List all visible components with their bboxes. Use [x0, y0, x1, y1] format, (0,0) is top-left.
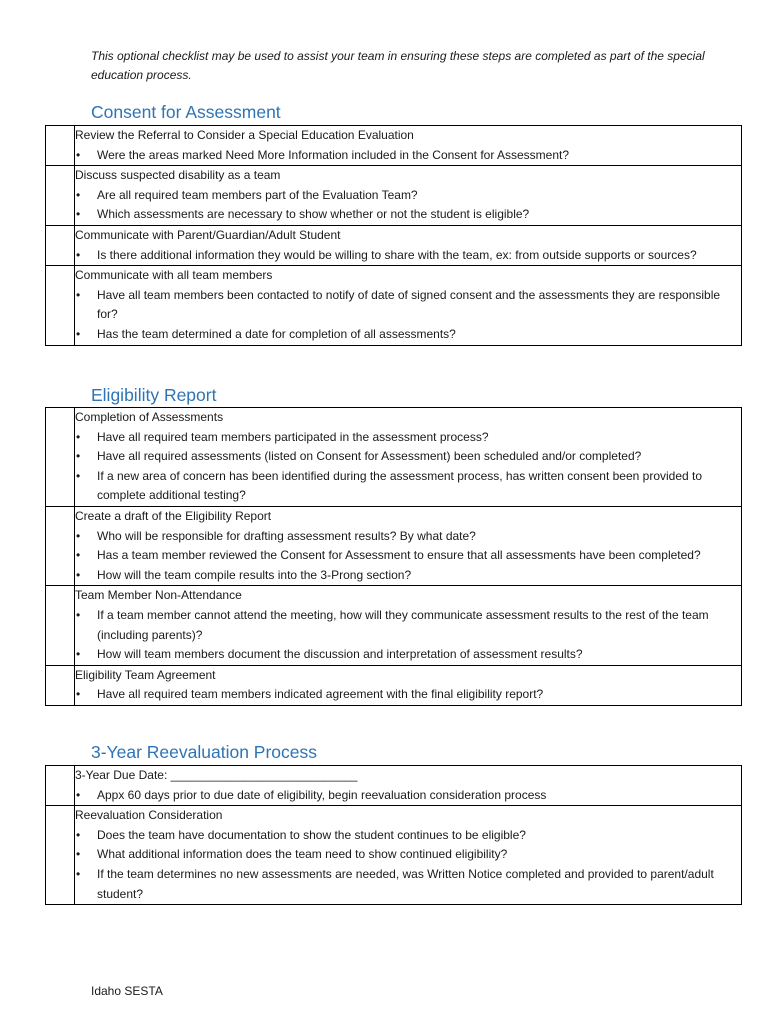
bullet-list	[75, 685, 741, 705]
checklist-table-reevaluation	[45, 765, 742, 905]
checkbox-cell[interactable]	[46, 806, 75, 905]
list-item: • Are all required team members part of the Evaluation Team?	[75, 186, 741, 206]
checkbox-cell[interactable]	[46, 166, 75, 226]
footer-text: Idaho SESTA	[91, 984, 163, 998]
intro-text: This optional checklist may be used to assist your team in ensuring these steps are completed as part of the special education process.	[91, 49, 705, 82]
checklist-row	[46, 766, 742, 806]
list-item: • How will team members document the discussion and interpretation of assessment results?	[75, 645, 741, 665]
checklist-row	[46, 806, 742, 905]
row-heading: Eligibility Team Agreement	[75, 667, 216, 682]
list-item: • What additional information does the team need to show continued eligibility?	[75, 845, 741, 865]
section-title-reevaluation: 3-Year Reevaluation Process	[91, 742, 318, 762]
checkbox-cell[interactable]	[46, 766, 75, 806]
list-item: • Which assessments are necessary to show whether or not the student is eligible?	[75, 205, 741, 225]
list-item: • Has a team member reviewed the Consent for Assessment to ensure that all assessments have been completed?	[75, 546, 741, 566]
list-item: • Is there additional information they would be willing to share with the team, ex: from outside supports or sources?	[75, 246, 741, 266]
checkbox-cell[interactable]	[46, 225, 75, 265]
bullet-list	[75, 606, 741, 665]
row-heading: Review the Referral to Consider a Special Education Evaluation	[75, 128, 414, 142]
checklist-row	[46, 408, 742, 507]
list-item: • Has the team determined a date for completion of all assessments?	[75, 325, 741, 345]
list-item: • Appx 60 days prior to due date of eligibility, begin reevaluation consideration process	[75, 786, 741, 806]
list-item: • If a team member cannot attend the meeting, how will they communicate assessment results to the rest of the team (including parents)?	[75, 606, 741, 645]
list-item: • How will the team compile results into the 3-Prong section?	[75, 566, 741, 586]
bullet-list	[75, 186, 741, 225]
list-item: • If a new area of concern has been identified during the assessment process, has written consent been provided to complete additional testing?	[75, 467, 741, 506]
checkbox-cell[interactable]	[46, 126, 75, 166]
row-heading: Completion of Assessments	[75, 410, 224, 424]
checklist-row	[46, 126, 742, 166]
list-item: • If the team determines no new assessments are needed, was Written Notice completed and provided to parent/adult student?	[75, 865, 741, 904]
bullet-list	[75, 527, 741, 586]
checklist-row	[46, 506, 742, 585]
bullet-list	[75, 428, 741, 506]
checklist-row	[46, 586, 742, 665]
checkbox-cell[interactable]	[46, 408, 75, 507]
row-heading: Communicate with all team members	[75, 268, 273, 283]
row-heading: Create a draft of the Eligibility Report	[75, 508, 272, 523]
list-item: • Have all team members been contacted to notify of date of signed consent and the assessments they are responsible for?	[75, 286, 741, 325]
checkbox-cell[interactable]	[46, 506, 75, 585]
section-title-eligibility: Eligibility Report	[91, 385, 217, 405]
checkbox-cell[interactable]	[46, 665, 75, 705]
checklist-table-eligibility	[45, 407, 742, 706]
bullet-list	[75, 246, 741, 266]
row-heading: Team Member Non-Attendance	[75, 588, 242, 603]
bullet-list	[75, 286, 741, 345]
checklist-row	[46, 225, 742, 265]
checkbox-cell[interactable]	[46, 266, 75, 345]
row-heading: Reevaluation Consideration	[75, 808, 223, 823]
section-title-consent: Consent for Assessment	[91, 102, 281, 122]
list-item: • Were the areas marked Need More Information included in the Consent for Assessment?	[75, 146, 741, 166]
list-item: • Have all required team members participated in the assessment process?	[75, 428, 741, 448]
list-item: • Have all required assessments (listed on Consent for Assessment) been scheduled and/or completed?	[75, 447, 741, 467]
row-heading: 3-Year Due Date: ____________________________	[75, 768, 358, 782]
row-heading: Communicate with Parent/Guardian/Adult Student	[75, 227, 341, 242]
bullet-list	[75, 146, 741, 166]
bullet-list	[75, 786, 741, 806]
list-item: • Does the team have documentation to show the student continues to be eligible?	[75, 826, 741, 846]
bullet-list	[75, 826, 741, 904]
checkbox-cell[interactable]	[46, 586, 75, 665]
checklist-row	[46, 665, 742, 705]
list-item: • Have all required team members indicated agreement with the final eligibility report?	[75, 685, 741, 705]
checklist-table-consent	[45, 125, 742, 346]
list-item: • Who will be responsible for drafting assessment results? By what date?	[75, 527, 741, 547]
row-heading: Discuss suspected disability as a team	[75, 168, 281, 183]
checklist-row	[46, 266, 742, 345]
checklist-row	[46, 166, 742, 226]
